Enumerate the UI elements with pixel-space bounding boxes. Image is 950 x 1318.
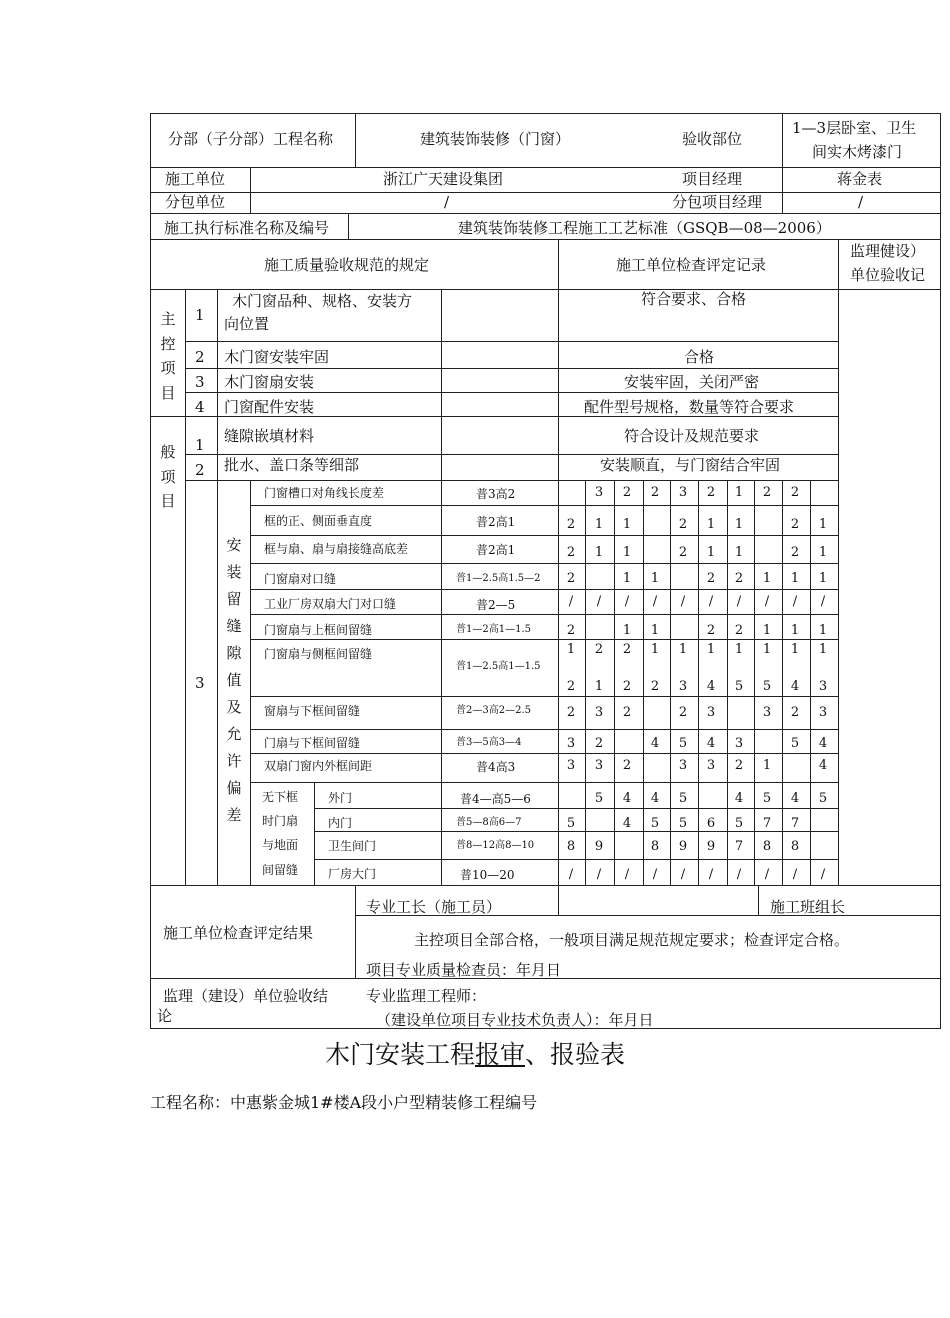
general-item-3-no: 3 (195, 674, 205, 692)
measure-value: 1 (818, 545, 828, 560)
measure-value: 3 (594, 758, 604, 773)
measure-value: 2 (706, 485, 716, 500)
nolower-value: / (568, 867, 574, 882)
measure-value: 5 (762, 679, 772, 694)
project-manager-label: 项目经理 (682, 170, 743, 188)
measure-tolerance: 普1—2.5高1.5—2 (456, 573, 541, 584)
measure-value: 2 (678, 545, 688, 560)
measure-value: 3 (818, 705, 828, 720)
contractor-value: 浙江广天建设集团 (383, 170, 504, 188)
supervision-engineer-line: 专业监理工程师： (366, 987, 487, 1005)
measure-name: 工业厂房双扇大门对口缝 (264, 597, 397, 611)
nolower-value: 5 (566, 816, 576, 831)
project-name-line: 工程名称：中惠紫金城1#楼A段小户型精装修工程编号 (150, 1093, 538, 1112)
nolower-value: 5 (678, 791, 688, 806)
nolower-tolerance: 普5—8高6—7 (456, 817, 522, 828)
nolower-value: 8 (566, 839, 576, 854)
accept-part-label: 验收部位 (682, 130, 743, 148)
measure-tolerance: 普3高2 (476, 487, 516, 501)
measure-value: 1 (818, 517, 828, 532)
main-item-3-no: 3 (195, 373, 205, 391)
measure-value: 3 (762, 705, 772, 720)
measure-value: 1 (734, 642, 744, 657)
measure-value: 4 (818, 758, 828, 773)
measure-value: 3 (678, 485, 688, 500)
measure-value: 3 (706, 758, 716, 773)
measure-value: 1 (818, 571, 828, 586)
measure-value: 2 (678, 517, 688, 532)
measure-tolerance: 普2—5 (476, 598, 516, 612)
measure-value: 2 (622, 679, 632, 694)
measure-value: 2 (790, 485, 800, 500)
measure-value: 2 (706, 623, 716, 638)
measure-value: 2 (650, 485, 660, 500)
measure-value: 1 (622, 571, 632, 586)
measure-value: 2 (566, 571, 576, 586)
main-item-2-name: 木门窗安装牢固 (224, 348, 330, 366)
measure-value: 2 (706, 571, 716, 586)
measure-value: 1 (650, 623, 660, 638)
measure-value: 2 (566, 545, 576, 560)
measure-value: 3 (594, 705, 604, 720)
measure-value: / (820, 594, 826, 609)
measure-name: 框的正、侧面垂直度 (264, 514, 373, 528)
measure-name: 门窗槽口对角线长度差 (264, 486, 385, 500)
main-item-2-result: 合格 (684, 348, 715, 366)
spec-column-header: 施工质量验收规范的规定 (264, 256, 430, 274)
measure-value: 4 (818, 736, 828, 751)
nolower-tolerance: 普4—高5—6 (460, 792, 531, 806)
measure-value: 3 (594, 485, 604, 500)
measure-value: / (708, 594, 714, 609)
nolower-value: / (792, 867, 798, 882)
subcontractor-label: 分包单位 (165, 193, 226, 211)
measure-value: 1 (566, 642, 576, 657)
nolower-label-line2: 时门扇 (262, 814, 299, 828)
measure-name: 框与扇、扇与扇接缝高底差 (264, 542, 409, 556)
nolower-value: / (596, 867, 602, 882)
foreman-label: 专业工长（施工员） (366, 898, 502, 916)
nolower-value: 5 (762, 791, 772, 806)
measure-value: / (568, 594, 574, 609)
measure-value: / (652, 594, 658, 609)
measure-value: 2 (790, 705, 800, 720)
supervision-label-line2: 论 (157, 1007, 173, 1025)
standard-label: 施工执行标准名称及编号 (164, 219, 330, 237)
check-result-label: 施工单位检查评定结果 (163, 924, 314, 942)
main-item-4-result: 配件型号规格，数量等符合要求 (584, 398, 795, 416)
measure-value: 1 (818, 623, 828, 638)
main-item-3-result: 安装牢固，关闭严密 (624, 373, 760, 391)
nolower-label-line4: 间留缝 (262, 863, 299, 877)
measure-value: / (764, 594, 770, 609)
nolower-value: / (820, 867, 826, 882)
team-leader-label: 施工班组长 (770, 898, 846, 916)
measure-tolerance: 普1—2高1—1.5 (456, 624, 531, 635)
measure-tolerance: 普2高1 (476, 515, 516, 529)
main-item-4-no: 4 (195, 398, 205, 416)
standard-value: 建筑装饰装修工程施工工艺标准（GSQB—08—2006） (458, 219, 831, 237)
nolower-label-line1: 无下框 (262, 790, 299, 804)
measure-value: 1 (706, 545, 716, 560)
title-part-3: 、报验表 (525, 1040, 626, 1069)
nolower-value: 7 (762, 816, 772, 831)
measure-value: 1 (762, 758, 772, 773)
title-part-1: 木门安装工程 (324, 1040, 475, 1069)
nolower-value: 4 (622, 791, 632, 806)
measure-value: 1 (790, 571, 800, 586)
supervise-column-header-line1: 监理健设） (850, 242, 926, 260)
measure-tolerance: 普2高1 (476, 543, 516, 557)
measure-name: 门扇与下框间留缝 (264, 736, 361, 750)
check-conclusion: 主控项目全部合格，一般项目满足规范规定要求；检查评定合格。 (414, 931, 850, 949)
measure-value: 1 (706, 517, 716, 532)
nolower-value: / (708, 867, 714, 882)
nolower-value: 4 (734, 791, 744, 806)
supervision-label-line1: 监理（建设）单位验收结 (163, 987, 329, 1005)
main-item-1-name-line1: 木门窗品种、规格、安装方 (232, 292, 413, 310)
measure-value: 2 (734, 571, 744, 586)
measure-value: / (680, 594, 686, 609)
title-part-2: 报审 (474, 1040, 525, 1069)
measure-value: 2 (790, 545, 800, 560)
measure-value: / (736, 594, 742, 609)
general-item-1-result: 符合设计及规范要求 (624, 427, 760, 445)
main-item-3-name: 木门窗扇安装 (224, 373, 315, 391)
measure-value: 2 (790, 517, 800, 532)
nolower-value: 6 (706, 816, 716, 831)
measure-value: 3 (706, 705, 716, 720)
sub-pm-label: 分包项目经理 (672, 193, 763, 211)
measure-value: 2 (566, 623, 576, 638)
nolower-value: 5 (818, 791, 828, 806)
main-items-group-label: 主控项目 (160, 310, 176, 402)
measure-value: 5 (734, 679, 744, 694)
general-item-2-no: 2 (195, 461, 205, 479)
measure-value: 3 (734, 736, 744, 751)
general-items-group-label: 般项目 (160, 443, 176, 510)
main-item-4-name: 门窗配件安装 (224, 398, 315, 416)
nolower-value: 8 (790, 839, 800, 854)
measure-name: 窗扇与下框间留缝 (264, 704, 361, 718)
measure-value: 3 (678, 679, 688, 694)
measure-value: 2 (622, 705, 632, 720)
measure-value: 2 (622, 642, 632, 657)
document-title (0, 1035, 950, 1071)
measure-value: 1 (622, 517, 632, 532)
main-item-1-no: 1 (195, 306, 205, 324)
measure-value: 2 (650, 679, 660, 694)
nolower-value: / (764, 867, 770, 882)
nolower-value: 5 (594, 791, 604, 806)
measure-value: 2 (622, 758, 632, 773)
measure-value: 1 (650, 571, 660, 586)
measure-value: 5 (678, 736, 688, 751)
general-item-2-name: 批水、盖口条等细部 (224, 456, 360, 474)
measure-value: 2 (566, 517, 576, 532)
nolower-tolerance: 普8—12高8—10 (456, 840, 535, 851)
nolower-value: 9 (706, 839, 716, 854)
nolower-value: / (652, 867, 658, 882)
measure-name: 门窗扇与上框间留缝 (264, 623, 373, 637)
measure-value: 4 (790, 679, 800, 694)
measure-value: 2 (566, 705, 576, 720)
measure-value: / (624, 594, 630, 609)
nolower-value: 9 (678, 839, 688, 854)
measure-value: 1 (734, 517, 744, 532)
record-column-header: 施工单位检查评定记录 (616, 256, 767, 274)
measure-value: 1 (650, 642, 660, 657)
nolower-value: 5 (678, 816, 688, 831)
measure-value: 3 (566, 758, 576, 773)
measure-value: / (792, 594, 798, 609)
measure-value: 5 (790, 736, 800, 751)
owner-representative-line: （建设单位项目专业技术负责人）：年月日 (376, 1011, 654, 1029)
measure-value: 1 (734, 545, 744, 560)
general-item-1-name: 缝隙嵌填材料 (224, 427, 315, 445)
nolower-value: 8 (650, 839, 660, 854)
measure-value: 2 (678, 705, 688, 720)
measure-value: 1 (790, 642, 800, 657)
general-item-2-result: 安装顺直，与门窗结合牢固 (600, 456, 781, 474)
measure-value: 1 (594, 679, 604, 694)
main-item-2-no: 2 (195, 348, 205, 366)
measure-value: 1 (762, 571, 772, 586)
measure-value: 2 (594, 736, 604, 751)
measure-value: 1 (734, 485, 744, 500)
measure-name: 门窗扇与侧框间留缝 (264, 647, 373, 661)
measure-name: 门窗扇对口缝 (264, 572, 337, 586)
measure-value: 1 (818, 642, 828, 657)
nolower-label-line3: 与地面 (262, 838, 299, 852)
measure-value: 3 (818, 679, 828, 694)
measure-value: 2 (594, 642, 604, 657)
general-item-1-no: 1 (195, 436, 205, 454)
nolower-value: 7 (790, 816, 800, 831)
measure-value: 1 (762, 623, 772, 638)
supervise-column-header-line2: 单位验收记 (850, 266, 926, 284)
measure-tolerance: 普2—3高2—2.5 (456, 705, 531, 716)
subproject-value: 建筑装饰装修（门窗） (420, 130, 571, 148)
accept-part-value-line1: 1—3层卧室、卫生 (792, 119, 917, 137)
nolower-tolerance: 普10—20 (460, 868, 515, 882)
nolower-value: 4 (650, 791, 660, 806)
measure-value: 1 (762, 642, 772, 657)
nolower-value: 5 (734, 816, 744, 831)
measure-value: 1 (622, 545, 632, 560)
nolower-value: 9 (594, 839, 604, 854)
nolower-door-type: 卫生间门 (328, 839, 377, 853)
main-item-1-result: 符合要求、合格 (641, 290, 747, 308)
measure-value: 2 (566, 679, 576, 694)
nolower-value: 4 (622, 816, 632, 831)
subproject-label: 分部（子分部）工程名称 (168, 130, 334, 148)
measure-value: 1 (594, 545, 604, 560)
nolower-value: / (736, 867, 742, 882)
measure-value: 1 (678, 642, 688, 657)
measure-tolerance: 普3—5高3—4 (456, 737, 522, 748)
measure-value: 2 (734, 623, 744, 638)
gap-tolerance-vertical-label: 安装留缝隙值及允许偏差 (226, 536, 242, 824)
measure-value: 4 (706, 679, 716, 694)
measure-value: 2 (622, 485, 632, 500)
measure-value: 3 (678, 758, 688, 773)
nolower-door-type: 内门 (328, 816, 353, 830)
measure-value: 1 (594, 517, 604, 532)
measure-value: 2 (762, 485, 772, 500)
accept-part-value-line2: 间实木烤漆门 (812, 143, 903, 161)
measure-value: 4 (650, 736, 660, 751)
sub-pm-value: / (858, 193, 864, 211)
measure-value: 3 (566, 736, 576, 751)
nolower-value: 8 (762, 839, 772, 854)
project-manager-value: 蒋金表 (837, 170, 883, 188)
nolower-door-type: 厂房大门 (328, 867, 377, 881)
measure-tolerance: 普1—2.5高1—1.5 (456, 661, 541, 672)
measure-value: 1 (706, 642, 716, 657)
measure-value: 1 (790, 623, 800, 638)
inspector-signature-line: 项目专业质量检查员：年月日 (366, 961, 562, 979)
nolower-value: / (680, 867, 686, 882)
measure-value: 2 (734, 758, 744, 773)
measure-value: 1 (622, 623, 632, 638)
main-item-1-name-line2: 向位置 (224, 315, 270, 333)
measure-value: 4 (706, 736, 716, 751)
nolower-value: 7 (734, 839, 744, 854)
contractor-label: 施工单位 (165, 170, 226, 188)
measure-value: / (596, 594, 602, 609)
nolower-value: / (624, 867, 630, 882)
nolower-value: 5 (650, 816, 660, 831)
subcontractor-value: / (444, 193, 450, 211)
nolower-door-type: 外门 (328, 791, 353, 805)
measure-name: 双扇门窗内外框间距 (264, 759, 373, 773)
nolower-value: 4 (790, 791, 800, 806)
measure-tolerance: 普4高3 (476, 760, 516, 774)
